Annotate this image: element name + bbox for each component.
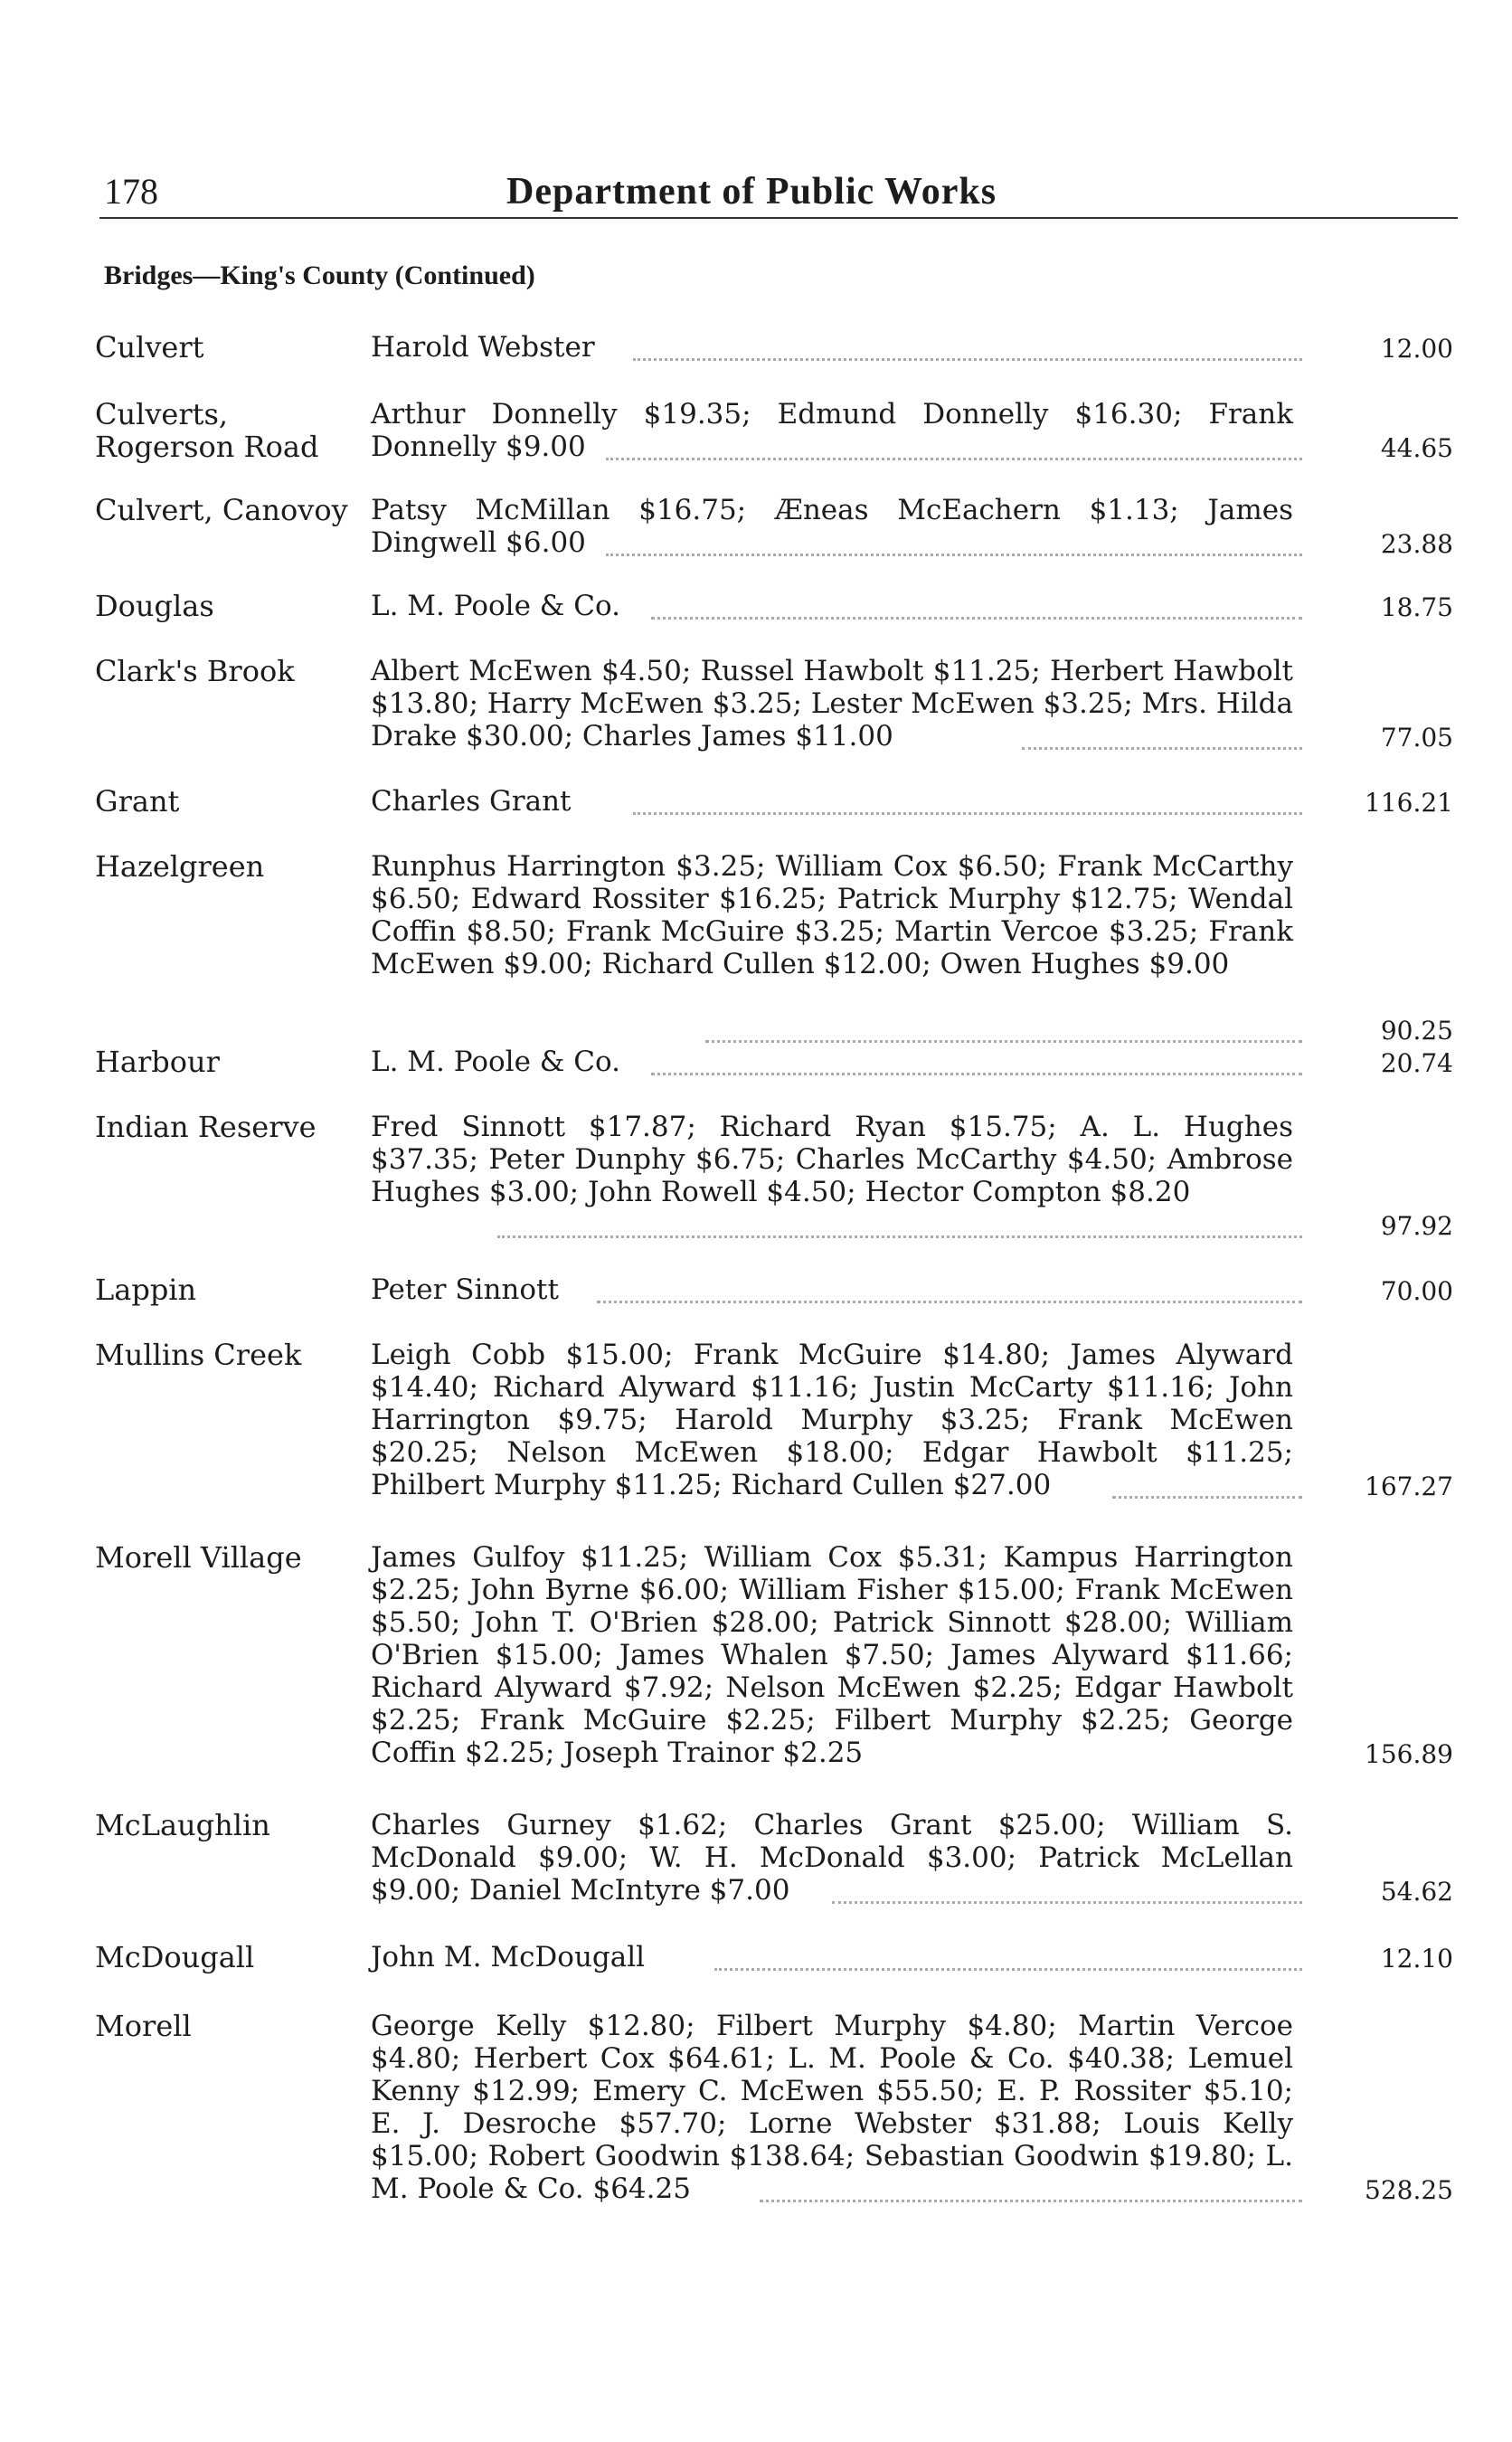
entry-place: Culvert — [95, 330, 204, 364]
dot-leader — [597, 1301, 1302, 1303]
entry-description: Charles Gurney $1.62; Charles Grant $25.00; William S. McDonald $9.00; W. H. McDonald $3.00; Patrick McLellan $9.00; Daniel McIntyre $7.00 — [371, 1809, 1293, 1907]
page-number: 178 — [104, 171, 158, 212]
dot-leader — [1022, 747, 1302, 750]
entry-amount: 528.25 — [1365, 2175, 1453, 2205]
entry-amount: 77.05 — [1380, 723, 1453, 752]
entry-description: Fred Sinnott $17.87; Richard Ryan $15.75; A. L. Hughes $37.35; Peter Dunphy $6.75; Charles McCarthy $4.50; Ambrose Hughes $3.00; John Rowell $4.50; Hector Compton $8.20 — [371, 1111, 1293, 1208]
entry-place: Morell Village — [95, 1540, 302, 1575]
entry-place: Indian Reserve — [95, 1110, 317, 1144]
dot-leader — [606, 554, 1302, 556]
entry-description: Peter Sinnott — [371, 1273, 559, 1306]
entry-description: Arthur Donnelly $19.35; Edmund Donnelly $16.30; Frank Donnelly $9.00 — [371, 398, 1293, 463]
entry-place: Douglas — [95, 589, 214, 623]
entry-amount: 20.74 — [1380, 1048, 1453, 1078]
entry-description: Leigh Cobb $15.00; Frank McGuire $14.80; James Alyward $14.40; Richard Alyward $11.16; Justin McCarty $11.16; John Harrington $9.75; Harold Murphy $3.25; Frank McEwen $20.25; Nelson McEwen $18.00; Edgar Hawbolt $11.25; Philbert Murphy $11.25; Richard Cullen $27.00 — [371, 1339, 1293, 1501]
dot-leader — [651, 617, 1302, 620]
entry-description: L. M. Poole & Co. — [371, 1046, 620, 1078]
page-title: Department of Public Works — [506, 171, 997, 213]
dot-leader — [705, 1040, 1302, 1043]
section-subtitle: Bridges—King's County (Continued) — [104, 260, 535, 290]
entry-description: James Gulfoy $11.25; William Cox $5.31; Kampus Harrington $2.25; John Byrne $6.00; William Fisher $15.00; Frank McEwen $5.50; John T. O'Brien $28.00; Patrick Sinnott $28.00; William O'Brien $15.00; James Whalen $7.50; James Alyward $11.66; Richard Alyward $7.92; Nelson McEwen $2.25; Edgar Hawbolt $2.25; Frank McGuire $2.25; Filbert Murphy $2.25; George Coffin $2.25; Joseph Trainor $2.25 — [371, 1541, 1293, 1769]
entry-amount: 90.25 — [1380, 1016, 1453, 1046]
entry-amount: 54.62 — [1380, 1877, 1453, 1907]
dot-leader — [606, 458, 1302, 460]
entry-description: George Kelly $12.80; Filbert Murphy $4.80; Martin Vercoe $4.80; Herbert Cox $64.61; L. M. Poole & Co. $40.38; Lemuel Kenny $12.99; Emery C. McEwen $55.50; E. P. Rossiter $5.10; E. J. Desroche $57.70; Lorne Webster $31.88; Louis Kelly $15.00; Robert Goodwin $138.64; Sebastian Goodwin $19.80; L. M. Poole & Co. $64.25 — [371, 2010, 1293, 2205]
entry-description: Patsy McMillan $16.75; Æneas McEachern $1.13; James Dingwell $6.00 — [371, 494, 1293, 559]
dot-leader — [714, 1968, 1302, 1971]
entry-amount: 23.88 — [1380, 529, 1453, 559]
entry-place: Culverts, Rogerson Road — [95, 397, 319, 464]
entry-amount: 156.89 — [1365, 1739, 1453, 1769]
dot-leader — [633, 812, 1302, 815]
entry-amount: 12.00 — [1380, 334, 1453, 364]
dot-leader — [633, 358, 1302, 361]
entry-description: Runphus Harrington $3.25; William Cox $6.50; Frank McCarthy $6.50; Edward Rossiter $16.25; Patrick Murphy $12.75; Wendal Coffin $8.50; Frank McGuire $3.25; Martin Vercoe $3.25; Frank McEwen $9.00; Richard Cullen $12.00; Owen Hughes $9.00 — [371, 850, 1293, 980]
entry-amount: 167.27 — [1365, 1472, 1453, 1501]
dot-leader — [497, 1235, 1302, 1238]
entry-place: Lappin — [95, 1273, 197, 1307]
header-rule — [99, 217, 1458, 219]
entry-description: Albert McEwen $4.50; Russel Hawbolt $11.25; Herbert Hawbolt $13.80; Harry McEwen $3.25; Lester McEwen $3.25; Mrs. Hilda Drake $30.00; Charles James $11.00 — [371, 655, 1293, 752]
entry-amount: 12.10 — [1380, 1944, 1453, 1973]
dot-leader — [760, 2200, 1302, 2202]
entry-description: L. M. Poole & Co. — [371, 590, 620, 622]
entry-place: Morell — [95, 2009, 192, 2043]
entry-description: Harold Webster — [371, 331, 595, 364]
entry-place: Grant — [95, 784, 180, 819]
dot-leader — [832, 1901, 1302, 1904]
entry-amount: 18.75 — [1380, 592, 1453, 622]
dot-leader — [1112, 1496, 1302, 1499]
dot-leader — [651, 1073, 1302, 1075]
entry-place: McDougall — [95, 1940, 255, 1974]
entry-amount: 97.92 — [1380, 1211, 1453, 1241]
entry-description: Charles Grant — [371, 785, 572, 818]
entry-amount: 116.21 — [1365, 788, 1453, 818]
entry-place: Clark's Brook — [95, 654, 295, 688]
entry-place: McLaughlin — [95, 1808, 270, 1842]
entry-place: Culvert, Canovoy — [95, 493, 348, 527]
entry-amount: 44.65 — [1380, 433, 1453, 463]
entry-amount: 70.00 — [1380, 1276, 1453, 1306]
entry-place: Harbour — [95, 1045, 220, 1079]
entry-place: Mullins Creek — [95, 1338, 302, 1372]
entry-place: Hazelgreen — [95, 849, 265, 884]
entry-description: John M. McDougall — [371, 1941, 646, 1973]
